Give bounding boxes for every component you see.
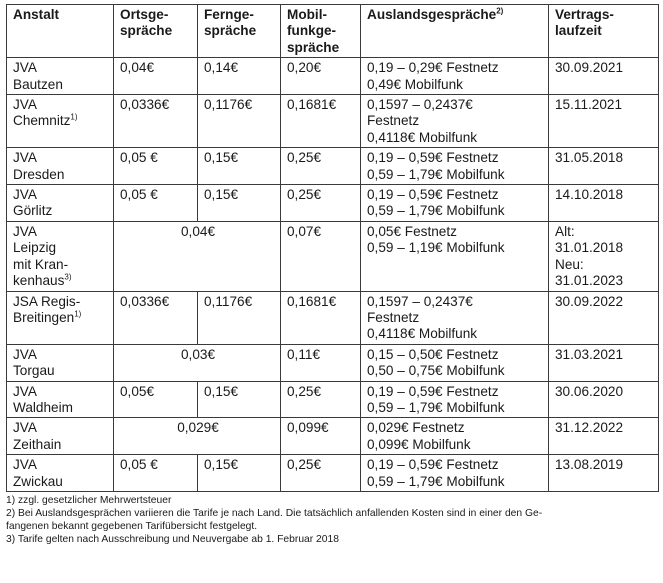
header-ferngespraeche: Fernge- spräche [198,5,281,58]
cell-fern: 0,15€ [198,381,281,418]
cell-mobil: 0,25€ [281,148,361,185]
table-row [7,418,659,455]
footnotes [6,494,658,546]
footnote: 1) zzgl. gesetzlicher Mehrwertsteuer [6,494,172,506]
cell-anstalt: JVA Torgau [7,344,114,381]
cell-ausland: 0,19 – 0,59€ Festnetz 0,59 – 1,79€ Mobilfunk [361,381,549,418]
table-row [7,381,659,418]
header-row [7,5,659,58]
cell-anstalt: JVA Chemnitz$^{1)}$ [7,95,114,148]
cell-vertrag: 31.05.2018 [549,148,659,185]
cell-ausland: 0,19 – 0,59€ Festnetz 0,59 – 1,79€ Mobilfunk [361,148,549,185]
cell-mobil: 0,20€ [281,58,361,95]
cell-orts-fern: 0,04€ [114,221,281,291]
document [6,4,658,546]
cell-orts: 0,04€ [114,58,198,95]
cell-anstalt: JVA Dresden [7,148,114,185]
cell-orts: 0,05 € [114,185,198,222]
cell-ausland: 0,19 – 0,29€ Festnetz 0,49€ Mobilfunk [361,58,549,95]
footnote: 2) Bei Auslandsgesprächen variieren die Tarife je nach Land. Die tatsächlich anfallenden Kosten sind in einer den Ge- [6,507,543,519]
cell-vertrag: 15.11.2021 [549,95,659,148]
cell-fern: 0,15€ [198,185,281,222]
footnote: 3) Tarife gelten nach Ausschreibung und Neuvergabe ab 1. Februar 2018 [6,533,339,545]
cell-mobil: 0,25€ [281,381,361,418]
table-row [7,95,659,148]
cell-fern: 0,1176€ [198,95,281,148]
header-anstalt: Anstalt [7,5,114,58]
cell-vertrag: 31.12.2022 [549,418,659,455]
table-row [7,344,659,381]
cell-anstalt: JVA Bautzen [7,58,114,95]
cell-vertrag: 30.06.2020 [549,381,659,418]
cell-orts: 0,05 € [114,148,198,185]
cell-ausland: 0,05€ Festnetz 0,59 – 1,19€ Mobilfunk [361,221,549,291]
cell-mobil: 0,099€ [281,418,361,455]
cell-ausland: 0,1597 – 0,2437€ Festnetz 0,4118€ Mobilfunk [361,95,549,148]
cell-ausland: 0,029€ Festnetz 0,099€ Mobilfunk [361,418,549,455]
footnote: fangenen bekannt gegebenen Tarifübersicht festgelegt. [6,520,258,532]
cell-ausland: 0,19 – 0,59€ Festnetz 0,59 – 1,79€ Mobilfunk [361,185,549,222]
cell-anstalt: JSA Regis- Breitingen$^{1)}$ [7,291,114,344]
cell-anstalt: JVA Leipzig mit Kran- kenhaus$^{3)}$ [7,221,114,291]
cell-anstalt: JVA Zwickau [7,455,114,492]
cell-ausland: 0,1597 – 0,2437€ Festnetz 0,4118€ Mobilfunk [361,291,549,344]
cell-anstalt: JVA Waldheim [7,381,114,418]
table-row [7,148,659,185]
table-row [7,455,659,492]
cell-anstalt: JVA Görlitz [7,185,114,222]
cell-orts-fern: 0,029€ [114,418,281,455]
cell-vertrag: 14.10.2018 [549,185,659,222]
cell-mobil: 0,25€ [281,185,361,222]
table-row [7,58,659,95]
cell-fern: 0,14€ [198,58,281,95]
header-vertragslaufzeit: Vertrags- laufzeit [549,5,659,58]
cell-orts: 0,05€ [114,381,198,418]
cell-mobil: 0,11€ [281,344,361,381]
cell-mobil: 0,07€ [281,221,361,291]
cell-orts: 0,0336€ [114,291,198,344]
cell-mobil: 0,1681€ [281,291,361,344]
cell-ausland: 0,19 – 0,59€ Festnetz 0,59 – 1,79€ Mobilfunk [361,455,549,492]
cell-fern: 0,1176€ [198,291,281,344]
header-auslandsgespraeche: Auslandsgespräche$^{2)}$ [361,5,549,58]
header-mobilfunkgespraeche: Mobil- funkge- spräche [281,5,361,58]
table-row [7,221,659,291]
cell-vertrag: 31.03.2021 [549,344,659,381]
cell-vertrag: 13.08.2019 [549,455,659,492]
cell-mobil: 0,25€ [281,455,361,492]
cell-mobil: 0,1681€ [281,95,361,148]
cell-orts: 0,05 € [114,455,198,492]
table-row [7,185,659,222]
cell-vertrag: 30.09.2022 [549,291,659,344]
cell-ausland: 0,15 – 0,50€ Festnetz 0,50 – 0,75€ Mobilfunk [361,344,549,381]
cell-orts: 0,0336€ [114,95,198,148]
header-ortsgespraeche: Ortsge- spräche [114,5,198,58]
cell-vertrag: Alt: 31.01.2018 Neu: 31.01.2023 [549,221,659,291]
cell-fern: 0,15€ [198,455,281,492]
cell-orts-fern: 0,03€ [114,344,281,381]
table-row [7,291,659,344]
cell-vertrag: 30.09.2021 [549,58,659,95]
cell-anstalt: JVA Zeithain [7,418,114,455]
cell-fern: 0,15€ [198,148,281,185]
tariff-table [6,4,659,492]
